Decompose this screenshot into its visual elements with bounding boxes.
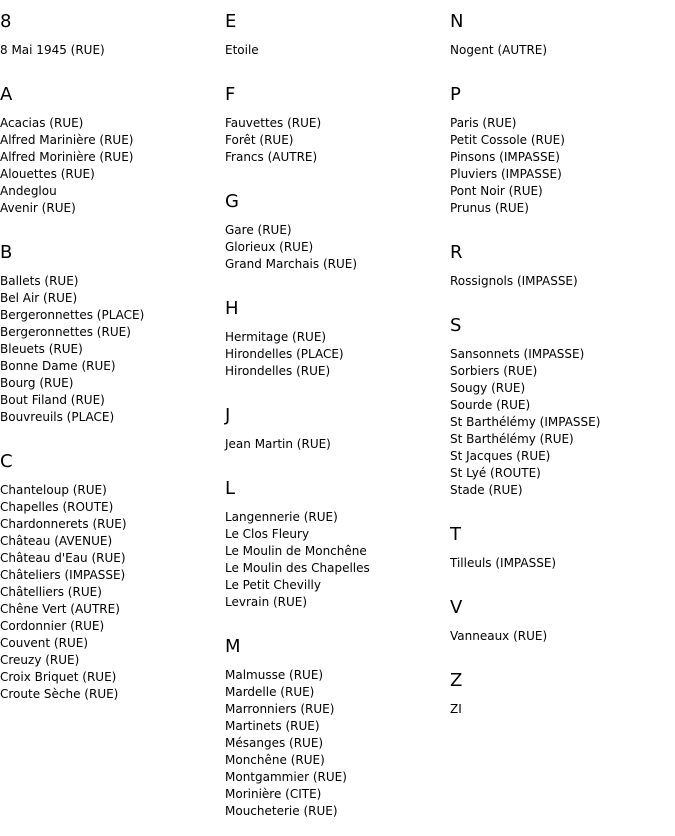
- street-link[interactable]: Mésanges (RUE): [225, 736, 324, 750]
- street-link[interactable]: Bonne Dame (RUE): [0, 359, 116, 373]
- letter-group: [450, 242, 670, 304]
- group-spacer: [225, 453, 445, 467]
- street-link[interactable]: Martinets (RUE): [225, 719, 320, 733]
- street-list: [0, 42, 220, 59]
- street-link[interactable]: Avenir (RUE): [0, 201, 76, 215]
- street-list: [450, 628, 670, 645]
- street-link[interactable]: Sourde (RUE): [450, 398, 531, 412]
- letter-heading: P: [450, 84, 461, 105]
- street-list: [225, 222, 445, 273]
- group-spacer: [0, 217, 220, 231]
- street-link[interactable]: Le Clos Fleury: [225, 527, 310, 541]
- letter-group: [450, 597, 670, 659]
- street-list: [0, 115, 220, 217]
- group-spacer: [225, 820, 445, 834]
- group-spacer: [450, 59, 670, 73]
- street-index-column-1: [0, 0, 220, 717]
- street-link[interactable]: Le Moulin de Monchêne: [225, 544, 367, 558]
- street-link[interactable]: Croute Sèche (RUE): [0, 687, 119, 701]
- street-link[interactable]: Creuzy (RUE): [0, 653, 80, 667]
- street-link[interactable]: Château (AVENUE): [0, 534, 113, 548]
- letter-heading: C: [0, 451, 13, 472]
- group-spacer: [225, 611, 445, 625]
- letter-heading: V: [450, 597, 463, 618]
- letter-group: [225, 636, 445, 834]
- letter-group: [225, 478, 445, 625]
- street-link[interactable]: Bleuets (RUE): [0, 342, 83, 356]
- street-link[interactable]: Hirondelles (PLACE): [225, 347, 344, 361]
- street-link[interactable]: Alfred Morinière (RUE): [0, 150, 134, 164]
- group-spacer: [450, 499, 670, 513]
- street-link[interactable]: Montgammier (RUE): [225, 770, 347, 784]
- street-list: [225, 329, 445, 380]
- street-list: [225, 436, 445, 453]
- street-list: [0, 482, 220, 703]
- letter-group: [0, 84, 220, 231]
- street-link[interactable]: Hermitage (RUE): [225, 330, 327, 344]
- group-spacer: [0, 426, 220, 440]
- letter-heading: F: [225, 84, 236, 105]
- street-index-column-3: [450, 0, 670, 732]
- group-spacer: [225, 166, 445, 180]
- street-link[interactable]: St Barthélémy (RUE): [450, 432, 574, 446]
- letter-heading: G: [225, 191, 239, 212]
- street-index-column-2: [225, 0, 445, 834]
- street-link[interactable]: Bergeronnettes (PLACE): [0, 308, 145, 322]
- street-link[interactable]: Glorieux (RUE): [225, 240, 314, 254]
- group-spacer: [450, 645, 670, 659]
- letter-group: [225, 191, 445, 287]
- street-link[interactable]: Monchêne (RUE): [225, 753, 325, 767]
- street-link[interactable]: St Jacques (RUE): [450, 449, 551, 463]
- street-link[interactable]: Croix Briquet (RUE): [0, 670, 117, 684]
- group-spacer: [225, 273, 445, 287]
- letter-group: [450, 670, 670, 732]
- street-list: [225, 42, 445, 59]
- letter-group: [225, 11, 445, 73]
- street-link[interactable]: 8 Mai 1945 (RUE): [0, 43, 105, 57]
- street-list: [450, 555, 670, 572]
- letter-heading: R: [450, 242, 463, 263]
- street-link[interactable]: Paris (RUE): [450, 116, 517, 130]
- street-link[interactable]: Prunus (RUE): [450, 201, 529, 215]
- street-link[interactable]: Bout Filand (RUE): [0, 393, 105, 407]
- group-spacer: [225, 380, 445, 394]
- street-list: [450, 701, 670, 718]
- letter-heading: M: [225, 636, 241, 657]
- street-link[interactable]: ZI: [450, 702, 462, 716]
- street-link[interactable]: Etoile: [225, 43, 259, 57]
- letter-group: [450, 84, 670, 231]
- letter-heading: E: [225, 11, 237, 32]
- letter-heading: T: [450, 524, 461, 545]
- street-link[interactable]: Alouettes (RUE): [0, 167, 95, 181]
- street-link[interactable]: Sorbiers (RUE): [450, 364, 538, 378]
- street-link[interactable]: Petit Cossole (RUE): [450, 133, 565, 147]
- street-list: [450, 115, 670, 217]
- street-link[interactable]: Fauvettes (RUE): [225, 116, 322, 130]
- street-link[interactable]: Mardelle (RUE): [225, 685, 315, 699]
- street-link[interactable]: Jean Martin (RUE): [225, 437, 331, 451]
- letter-heading: B: [0, 242, 13, 263]
- street-link[interactable]: Malmusse (RUE): [225, 668, 324, 682]
- street-link[interactable]: Le Petit Chevilly: [225, 578, 321, 592]
- group-spacer: [450, 718, 670, 732]
- letter-group: [450, 315, 670, 513]
- street-link[interactable]: Château d'Eau (RUE): [0, 551, 126, 565]
- letter-heading: S: [450, 315, 462, 336]
- letter-heading: L: [225, 478, 236, 499]
- street-link[interactable]: Chardonnerets (RUE): [0, 517, 127, 531]
- group-spacer: [225, 59, 445, 73]
- street-link[interactable]: Bouvreuils (PLACE): [0, 410, 115, 424]
- group-spacer: [0, 703, 220, 717]
- street-link[interactable]: Stade (RUE): [450, 483, 523, 497]
- street-link[interactable]: Morinière (CITE): [225, 787, 322, 801]
- street-link[interactable]: Levrain (RUE): [225, 595, 308, 609]
- street-link[interactable]: St Barthélémy (IMPASSE): [450, 415, 601, 429]
- street-link[interactable]: Alfred Marinière (RUE): [0, 133, 134, 147]
- street-link[interactable]: Acacias (RUE): [0, 116, 84, 130]
- street-link[interactable]: Sougy (RUE): [450, 381, 526, 395]
- group-spacer: [450, 572, 670, 586]
- letter-group: [450, 11, 670, 73]
- street-link[interactable]: Le Moulin des Chapelles: [225, 561, 370, 575]
- street-link[interactable]: Chanteloup (RUE): [0, 483, 107, 497]
- street-link[interactable]: Tilleuls (IMPASSE): [450, 556, 557, 570]
- street-link[interactable]: Bourg (RUE): [0, 376, 74, 390]
- street-link[interactable]: Gare (RUE): [225, 223, 292, 237]
- street-link[interactable]: Forêt (RUE): [225, 133, 294, 147]
- street-link[interactable]: Châteliers (IMPASSE): [0, 568, 126, 582]
- street-link[interactable]: Sansonnets (IMPASSE): [450, 347, 585, 361]
- group-spacer: [0, 59, 220, 73]
- street-list: [225, 509, 445, 611]
- street-list: [450, 346, 670, 499]
- letter-group: [0, 242, 220, 440]
- letter-group: [225, 405, 445, 467]
- letter-group: [0, 451, 220, 717]
- letter-group: [225, 84, 445, 180]
- letter-heading: A: [0, 84, 13, 105]
- group-spacer: [450, 290, 670, 304]
- group-spacer: [450, 217, 670, 231]
- letter-heading: H: [225, 298, 239, 319]
- street-list: [225, 115, 445, 166]
- street-link[interactable]: Francs (AUTRE): [225, 150, 318, 164]
- street-link[interactable]: Châtelliers (RUE): [0, 585, 102, 599]
- street-link[interactable]: Pluviers (IMPASSE): [450, 167, 562, 181]
- street-link[interactable]: Moucheterie (RUE): [225, 804, 338, 818]
- street-link[interactable]: Chêne Vert (AUTRE): [0, 602, 120, 616]
- street-link[interactable]: Couvent (RUE): [0, 636, 89, 650]
- street-list: [450, 42, 670, 59]
- street-link[interactable]: Pinsons (IMPASSE): [450, 150, 560, 164]
- letter-heading: Z: [450, 670, 463, 691]
- street-link[interactable]: Cordonnier (RUE): [0, 619, 105, 633]
- letter-group: [450, 524, 670, 586]
- street-link[interactable]: Grand Marchais (RUE): [225, 257, 358, 271]
- street-list: [225, 667, 445, 820]
- street-link[interactable]: Ballets (RUE): [0, 274, 79, 288]
- street-link[interactable]: Langennerie (RUE): [225, 510, 338, 524]
- street-link[interactable]: St Lyé (ROUTE): [450, 466, 541, 480]
- street-link[interactable]: Marronniers (RUE): [225, 702, 335, 716]
- street-link[interactable]: Bel Air (RUE): [0, 291, 78, 305]
- street-list: [450, 273, 670, 290]
- street-link[interactable]: Andeglou: [0, 184, 57, 198]
- street-link[interactable]: Rossignols (IMPASSE): [450, 274, 578, 288]
- letter-group: [0, 11, 220, 73]
- street-link[interactable]: Chapelles (ROUTE): [0, 500, 114, 514]
- letter-group: [225, 298, 445, 394]
- letter-heading: J: [225, 405, 231, 426]
- street-link[interactable]: Pont Noir (RUE): [450, 184, 543, 198]
- street-link[interactable]: Vanneaux (RUE): [450, 629, 548, 643]
- street-link[interactable]: Bergeronnettes (RUE): [0, 325, 131, 339]
- letter-heading: N: [450, 11, 464, 32]
- street-list: [0, 273, 220, 426]
- letter-heading: 8: [0, 11, 12, 32]
- street-link[interactable]: Nogent (AUTRE): [450, 43, 548, 57]
- street-link[interactable]: Hirondelles (RUE): [225, 364, 331, 378]
